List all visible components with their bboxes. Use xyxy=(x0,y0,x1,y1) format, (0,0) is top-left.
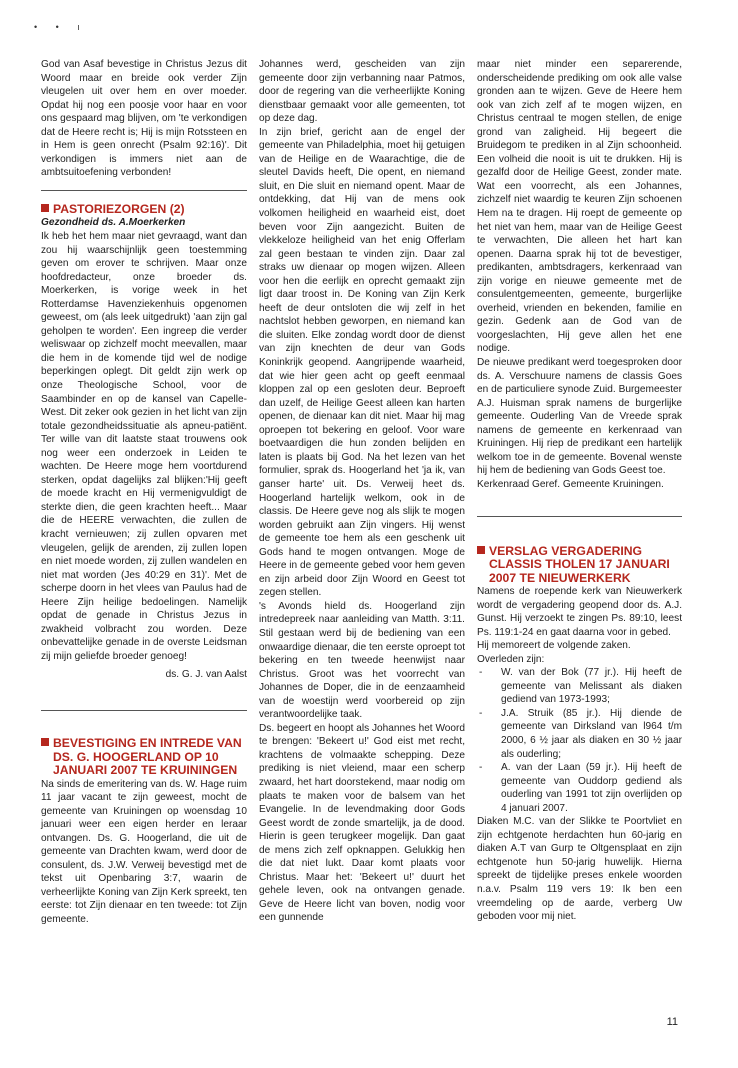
paragraph: Diaken M.C. van der Slikke te Poortvliet en zijn echtgenote herdachten hun 60-jarig en diaken A.T van Gurp te Oltgensplaat en zijn echtgenote hun 50-jarig huwelijk. Hierna spreekt de tijdelijke preses enkele woorden n.a.v. Psalm 119 vers 19: Ik ben een vreemdeling op de aarde, verberg Uw geboden voor mij niet. xyxy=(477,816,682,923)
list-dash: - xyxy=(479,667,483,679)
column-1 xyxy=(41,58,247,927)
heading-text: BEVESTIGING EN INTREDE VAN DS. G. HOOGERLAND OP 10 JANUARI 2007 TE KRUININGEN xyxy=(53,736,242,778)
paragraph: De nieuwe predikant werd toegesproken door ds. A. Verschuure namens de classis Goes en de particuliere synode Zuid. Burgemeester A.J. Huisman sprak namens de burgerlijke gemeente. Ouderling Van de Vreede sprak namens de gemeente en kerkenraad van Kruiningen. Hij riep de predikant een hartelijk welkom toe in de gemeente. Bovenal wenste hij hem de bediening van Gods Geest toe. xyxy=(477,357,682,477)
list-item-text: J.A. Struik (85 jr.). Hij diende de gemeente van Dirksland van l964 t/m 2000, 6 ½ jaar als diaken en 30 ½ jaar als ouderling; xyxy=(501,707,682,760)
heading-verslag xyxy=(477,545,682,586)
list-item xyxy=(477,666,682,707)
heading-text: PASTORIEZORGEN (2) xyxy=(53,201,185,216)
heading-bullet-icon xyxy=(41,738,49,746)
top-marks: • • ı xyxy=(34,22,88,32)
column-3 xyxy=(477,58,682,924)
paragraph: Kerkenraad Geref. Gemeente Kruiningen. xyxy=(477,478,664,490)
paragraph: Johannes werd, gescheiden van zijn gemeente door zijn verbanning naar Patmos, door de regering van die verheerlijkte Koning dienstbaar gemaakt voor alle gemeenten, tot op deze dag. xyxy=(259,59,465,125)
paragraph: In zijn brief, gericht aan de engel der gemeente van Philadelphia, moet hij getuigen van de Heilige en de Waarachtige, die de sleutel Davids heeft, Die opent, en niemand sluit, en Die sluit en niemand opent. Maar de ontdekking, dat Hij van de mens ook volkomen heiligheid en waarheid eist, doet beven voor Zijn aangezicht. Buiten de vlekkeloze heiligheid van het enig Offerlam zal geen bestaan te vinden zijn. Daar zal straks uw dienaar op mogen wijzen. Alleen voor hen die eerlijk en oprecht gemaakt zijn ligt daar troost in. De Koning van Zijn Kerk heeft de deur ontsloten die wij zelf in het nachtslot hebben geworpen, en niemand kan die sluiten. Elke zondag wordt door de dienst van zijn knechten de deur van Gods Koninkrijk geopend. Aangrijpende waarheid, dat wie hier geen acht op geeft eenmaal kloppen zal op een gesloten deur. Beproeft dan uzelf, de Heilige Geest alleen kan harten openen, de dienaar kan dit niet. Maar hij mag oproepen tot bekering en geloof. Voor ware boetvaardigen die hun zonden belijden en laten is plaats bij God. Na het lezen van het formulier, sprak ds. Hoogerland het 'ja ik, van ganser harte' uit. Ds. Verweij heet ds. Hoogerland hartelijk welkom, ook in de classis. De Heere geve nog als slijk te mogen worden gebruikt aan Zijn vingers. Hij wenst de gemeente toe hem als een geschenk uit Gods hand te mogen ontvangen. Moge de Heere in de gemeente gebed voor hem geven en zijn arbeid door Zijn Woord en Geest tot zegen stellen. xyxy=(259,126,465,599)
heading-bullet-icon xyxy=(41,204,49,212)
heading-bullet-icon xyxy=(477,546,485,554)
column-2 xyxy=(259,58,465,925)
list-item xyxy=(477,761,682,815)
paragraph: Namens de roepende kerk van Nieuwerkerk wordt de vergadering geopend door ds. A.J. Gunst. Hij verzoekt te zingen Ps. 89:10, leest Ps. 119:1-24 en gaat daarna voor in gebed. xyxy=(477,586,682,638)
list-item-text: A. van der Laan (59 jr.). Hij heeft de gemeente van Ouddorp gediend als ouderling van 1991 tot zijn overlijden op 4 januari 2007. xyxy=(501,762,682,814)
paragraph-bevestiging: Na sinds de emeritering van ds. W. Hage ruim 11 jaar vacant te zijn geweest, mocht de gemeente van Kruiningen op woensdag 10 januari weer een eigen herder en leraar ontvangen. Ds. G. Hoogerland, die uit de gemeente van Drachten kwam, werd door de consulent, ds. J.W. Verweij bevestigd met de tekst uit Openbaring 3:7, waarin de verheerlijkte Koning van Zijn Kerk spreekt, ten eerste: tot Zijn dienaar en ten tweede: tot Zijn gemeente. xyxy=(41,778,247,925)
paragraph: Hij memoreert de volgende zaken. xyxy=(477,640,631,652)
page-number: 11 xyxy=(666,1016,678,1028)
paragraph: Overleden zijn: xyxy=(477,653,545,665)
paragraph: maar niet minder een separerende, onderscheidende prediking om ook alle valse gronden aan te wijzen. Geve de Heere hem ook van zich zelf af te mogen wijzen, en Christus centraal te mogen stellen, de enige grond van zaligheid. Hij begeert die Bruidegom te prediken in al Zijn schoonheid. Een volheid die nooit is uit te drukken. Hij is gezalfd door de Heilige Geest, zonder mate. Wat een voorrecht, als een Johannes, zichzelf niet waardig te keuren Zijn schoenen Hem na te dragen. Hij roept de gemeente op het niet van hem, maar van de Heilige Geest te verwachten, Die alleen het hart kan openen. Daarna sprak hij tot de bevestiger, predikanten, ambtsdragers, kerkenraad van zijn vorige en nieuwe gemeente met de consulentgemeenten, gemeente, burgerlijke overheid, vrienden en bekenden, familie en gezin. Gedenk aan de God van de voorgeslachten, Hij geve allen het ene nodige. xyxy=(477,59,682,355)
list-item xyxy=(477,707,682,761)
paragraph-pastoral: Ik heb het hem maar niet gevraagd, want dan zou hij waarschijnlijk geen toestemming geven om erover te schrijven. Maar onze hoofdredacteur, onze broeder ds. Moerkerken, is vorige week in het Rotterdamse Havenziekenhuis opgenomen geweest, om (als leek uitgedrukt) 'aan zijn gal geholpen te worden'. Een ingreep die verder weliswaar op zichzelf mocht meevallen, maar die hem in de komende tijd wel de nodige beperkingen oplegt. Dit geldt zijn werk op onze Theologische School, voor de Saambinder en op de kansel van Capelle-West. Dit zeker ook gezien in het licht van zijn totale gezondheidssituatie als apneu-patiënt. Ter wille van dit laatste staat trouwens ook nog weer een onderzoek in Leiden te wachten. De Heere moge hem voortdurend sterken, opdat dagelijks zal blijken:'Hij geeft de moede kracht en Hij vermenigvuldigt de sterkte dien, die geen krachten heeft... Maar die de HEERE verwachten, die zullen de kracht vernieuwen; zij zullen opvaren met vleugelen, gelijk de arenden, zij zullen lopen en niet moede worden, zij zullen wandelen en niet mat worden (Jes 40:29 en 31)'. Met de scherpe doorn in het vlees van Paulus had de Heere Zijn heilige bedoelingen. Namelijk opdat de genade in Christus Jezus in zwakheid volbracht zou worden. Deze onbevattelijke genade in de overste Leidsman zij mijn geliefde broeder genoeg! xyxy=(41,230,247,662)
list-dash: - xyxy=(479,707,483,719)
subheading-gezondheid: Gezondheid ds. A.Moerkerken xyxy=(41,217,186,229)
heading-pastoriezorgen xyxy=(41,203,247,217)
heading-bevestiging xyxy=(41,737,247,778)
paragraph: 's Avonds hield ds. Hoogerland zijn intredepreek naar aanleiding van Matth. 3:11. Stil gestaan werd bij de bediening van een onwaardige dienaar, die ten eerste oproept tot bekering en ten tweede heenwijst naar Christus. Groot was het voorrecht van Johannes de Doper, die in de eenzaamheid van de woestijn werd voorbereid op zijn verantwoordelijke taak. xyxy=(259,600,465,721)
heading-text: VERSLAG VERGADERING CLASSIS THOLEN 17 JANUARI 2007 TE NIEUWERKERK xyxy=(489,543,670,585)
signature: ds. G. J. van Aalst xyxy=(165,669,247,681)
paragraph: Ds. begeert en hoopt als Johannes het Woord te brengen: 'Bekeert u!' God eist met recht, krachtens de volmaakte schepping. Deze prediking is niet vleiend, maar een scherp zwaard, het hart doorstekend, maar nodig om plaats te maken voor de balsem van het Evangelie. In de levendmaking door Gods Geest wordt de zonde smartelijk, ja de dood. Hierin is geen terugkeer mogelijk. Dan gaat de mens zich zelf opknappen. Gelukkig hen die dat niet lukt. Daar komt plaats voor Christus. Maar het: 'Bekeert u!' duurt het gehele leven, ook na ontvangen genade. Geve de Heere licht van boven, nodig voor een gunnende xyxy=(259,722,465,924)
list-item-text: W. van der Bok (77 jr.). Hij heeft de gemeente van Melissant als diaken gediend van 1973-1993; xyxy=(501,667,682,706)
paragraph-intro: God van Asaf bevestige in Christus Jezus dit Woord maar en breide ook verder Zijn vleugelen uit over hem en over moeder. Opdat hij nog een poosje voor haar en voor ons gespaard mag blijven, om 'te verkondigen dat de Heere recht is; Hij is mijn Rotssteen en in Hem is geen onrecht (Psalm 92:16)'. Dit verkondigen is immers niet aan de ambtsuitoefening verbonden! xyxy=(41,59,247,179)
list-dash: - xyxy=(479,762,483,774)
deceased-list xyxy=(477,666,682,815)
